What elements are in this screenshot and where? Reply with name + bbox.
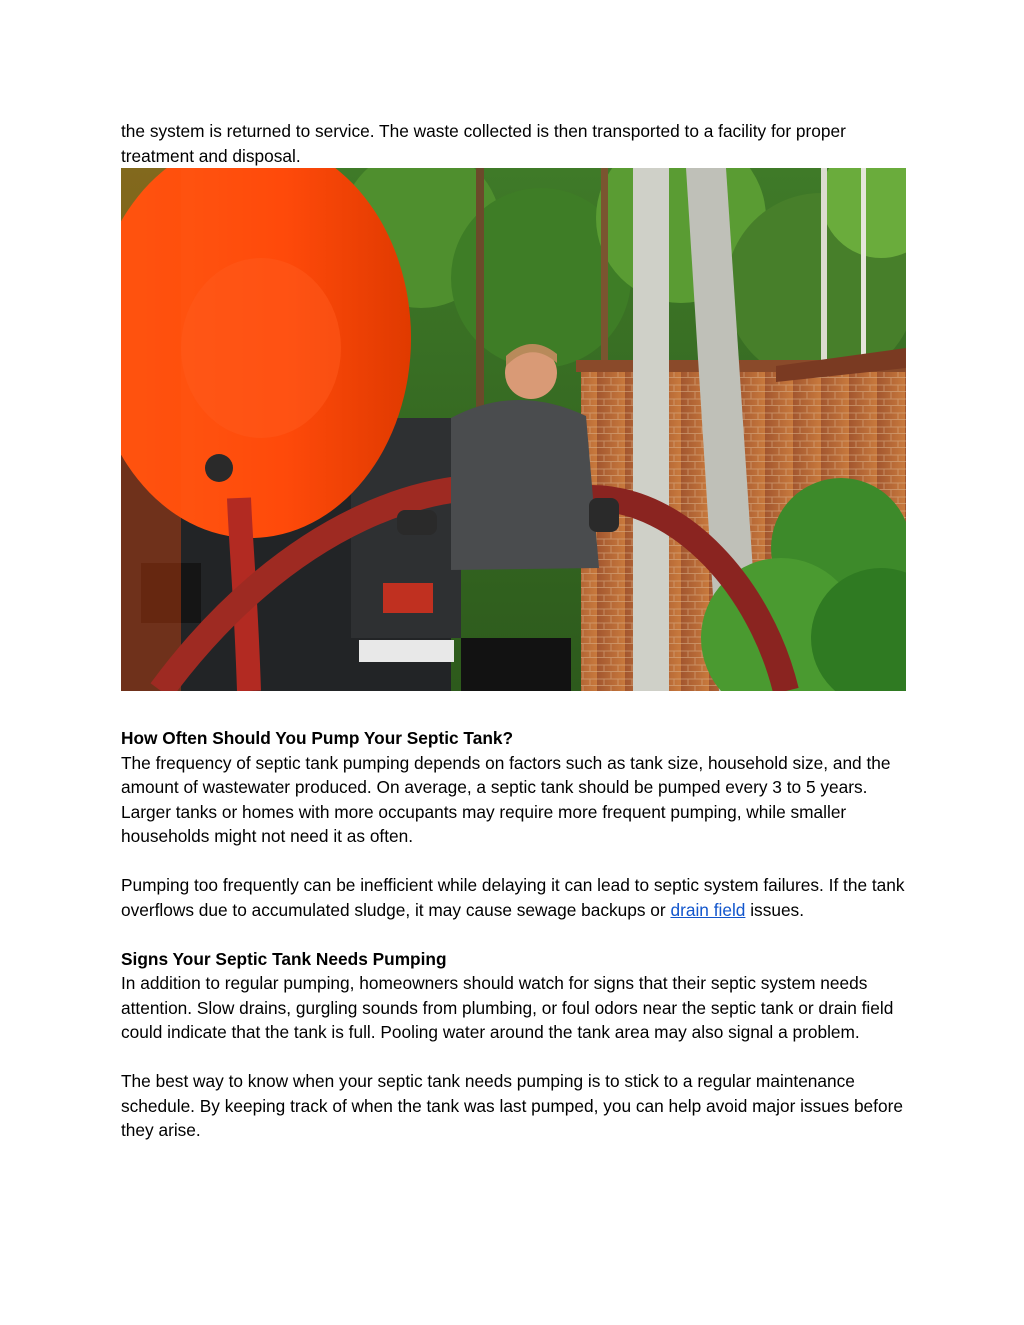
- paragraph-pumping-too-frequently: [121, 873, 911, 922]
- text-segment: issues.: [745, 899, 804, 920]
- paragraph-signs: In addition to regular pumping, homeowners should watch for signs that their septic system needs attention. Slow drains, gurgling sounds from plumbing, or foul odors near the septic tank or drain field could indicate that the tank is full. Pooling water around the tank area may also signal a problem.: [121, 973, 894, 1042]
- septic-truck-photo: [121, 168, 906, 691]
- text-segment: Pumping too frequently can be inefficient while delaying it can lead to septic system failures. If the tank overflows due to accumulated sludge, it may cause sewage backups or: [121, 875, 905, 920]
- paragraph-maintenance-schedule: The best way to know when your septic tank needs pumping is to stick to a regular maintenance schedule. By keeping track of when the tank was last pumped, you can help avoid major issues before they arise.: [121, 1071, 903, 1140]
- document-body: [121, 119, 911, 1143]
- intro-paragraph: the system is returned to service. The waste collected is then transported to a facility for proper treatment and disposal.: [121, 121, 846, 166]
- heading-pump-frequency: How Often Should You Pump Your Septic Tank?: [121, 728, 514, 748]
- drain-field-link[interactable]: drain field: [670, 899, 746, 920]
- heading-signs-pumping: Signs Your Septic Tank Needs Pumping: [121, 948, 447, 969]
- paragraph-pump-frequency: The frequency of septic tank pumping depends on factors such as tank size, household size, and the amount of wastewater produced. On average, a septic tank should be pumped every 3 to 5 years. Larger tanks or homes with more occupants may require more frequent pumping, while smaller households might not need it as often.: [121, 752, 891, 846]
